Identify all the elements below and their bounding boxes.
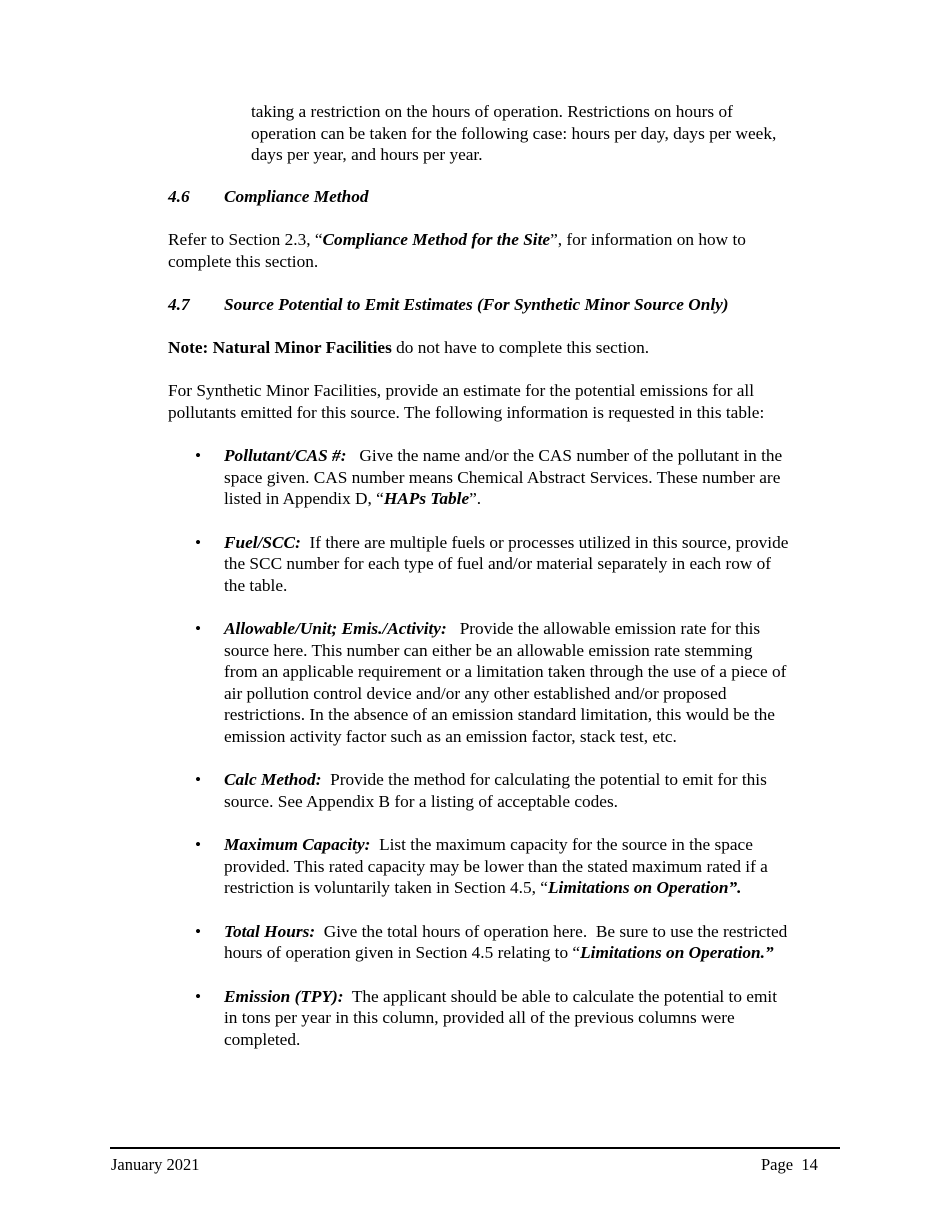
section-4-6-paragraph bbox=[168, 229, 828, 272]
note-paragraph bbox=[168, 337, 649, 359]
emphasis: HAPs Table bbox=[383, 489, 470, 508]
text-run: Provide the allowable emission rate for this bbox=[446, 619, 761, 638]
bullet-icon: • bbox=[195, 986, 202, 1006]
text-run: The applicant should be able to calculate the potential to emit bbox=[343, 986, 778, 1006]
note-label: Note: bbox=[168, 338, 213, 357]
list-item bbox=[168, 986, 848, 1051]
text-run: List the maximum capacity for the source in the space bbox=[370, 835, 753, 854]
section-title: Compliance Method bbox=[224, 187, 369, 206]
text-line: space given. CAS number means Chemical Abstract Services. These number are bbox=[224, 467, 781, 487]
section-number: 4.6 bbox=[168, 187, 190, 206]
text-run: restriction is voluntarily taken in Section 4.5, “ bbox=[224, 878, 548, 897]
item-label: Fuel/SCC: bbox=[224, 532, 301, 552]
text-line: emission activity factor such as an emission factor, stack test, etc. bbox=[224, 726, 677, 746]
text-line: provided. This rated capacity may be lower than the stated maximum rated if a bbox=[224, 856, 768, 876]
emphasis: Compliance Method for the Site bbox=[322, 230, 551, 249]
bullet-icon: • bbox=[195, 619, 202, 638]
text-line: restrictions. In the absence of an emission standard limitation, this would be the bbox=[224, 705, 775, 724]
footer-page bbox=[761, 1154, 818, 1176]
bullet-icon: • bbox=[195, 921, 202, 941]
bullet-icon: • bbox=[195, 835, 202, 854]
text-line: days per year, and hours per year. bbox=[251, 145, 483, 164]
text-run: If there are multiple fuels or processes utilized in this source, provide bbox=[300, 532, 789, 552]
list-item bbox=[168, 769, 848, 812]
text-run: ”, for information on how to bbox=[550, 230, 746, 249]
list-item bbox=[168, 834, 848, 899]
text-line: operation can be taken for the following case: hours per day, days per week, bbox=[251, 123, 777, 143]
text-line: air pollution control device and/or any other established and/or proposed bbox=[224, 683, 727, 703]
text-run: hours of operation given in Section 4.5 relating to “ bbox=[224, 943, 581, 962]
field-description-list bbox=[168, 445, 848, 1072]
text-line: source here. This number can either be an allowable emission rate stemming bbox=[224, 640, 753, 660]
text-run: Give the name and/or the CAS number of the pollutant in the bbox=[346, 446, 783, 465]
text-line: For Synthetic Minor Facilities, provide an estimate for the potential emissions for all bbox=[168, 381, 755, 400]
section-title: Source Potential to Emit Estimates (For Synthetic Minor Source Only) bbox=[224, 295, 729, 314]
intro-paragraph bbox=[168, 380, 848, 423]
text-run: Refer to Section 2.3, “ bbox=[168, 230, 323, 249]
bullet-icon: • bbox=[195, 446, 202, 465]
bullet-icon: • bbox=[195, 770, 202, 789]
continuation-paragraph bbox=[251, 101, 851, 166]
footer-date: January 2021 bbox=[111, 1155, 200, 1174]
list-item bbox=[168, 532, 848, 597]
list-item bbox=[168, 618, 848, 747]
bullet-icon: • bbox=[195, 532, 202, 552]
item-label: Allowable/Unit; Emis./Activity: bbox=[224, 619, 447, 638]
text-run: listed in Appendix D, “ bbox=[224, 489, 384, 508]
list-item bbox=[168, 445, 848, 510]
text-run: ”. bbox=[469, 489, 482, 508]
emphasis: Limitations on Operation.” bbox=[580, 943, 774, 962]
item-label: Maximum Capacity: bbox=[224, 835, 371, 854]
text-line: the table. bbox=[224, 575, 288, 595]
text-run: do not have to complete this section. bbox=[391, 338, 650, 357]
text-run: Provide the method for calculating the potential to emit for this bbox=[321, 770, 767, 789]
section-number: 4.7 bbox=[168, 295, 190, 314]
emphasis: Limitations on Operation”. bbox=[547, 878, 742, 897]
page-number: 14 bbox=[801, 1155, 818, 1174]
item-label: Pollutant/CAS #: bbox=[224, 446, 347, 465]
item-label: Emission (TPY): bbox=[224, 986, 344, 1006]
text-line: taking a restriction on the hours of operation. Restrictions on hours of bbox=[251, 102, 733, 121]
text-line: completed. bbox=[224, 1029, 301, 1049]
list-item bbox=[168, 921, 848, 964]
text-run: Give the total hours of operation here. Be sure to use the restricted bbox=[315, 921, 788, 941]
section-4-6-heading bbox=[168, 186, 369, 208]
section-4-7-heading bbox=[168, 294, 729, 316]
text-line: pollutants emitted for this source. The following information is requested in this table: bbox=[168, 402, 765, 422]
page-label: Page bbox=[761, 1155, 794, 1174]
text-line: complete this section. bbox=[168, 251, 319, 271]
item-label: Total Hours: bbox=[224, 921, 316, 941]
text-line: from an applicable requirement or a limitation taken through the use of a piece of bbox=[224, 662, 787, 681]
emphasis: Natural Minor Facilities bbox=[212, 338, 392, 357]
text-line: in tons per year in this column, provided all of the previous columns were bbox=[224, 1008, 735, 1027]
text-line: source. See Appendix B for a listing of acceptable codes. bbox=[224, 791, 618, 811]
text-line: the SCC number for each type of fuel and/or material separately in each row of bbox=[224, 554, 772, 573]
item-label: Calc Method: bbox=[224, 770, 322, 789]
footer-divider bbox=[110, 1147, 840, 1149]
